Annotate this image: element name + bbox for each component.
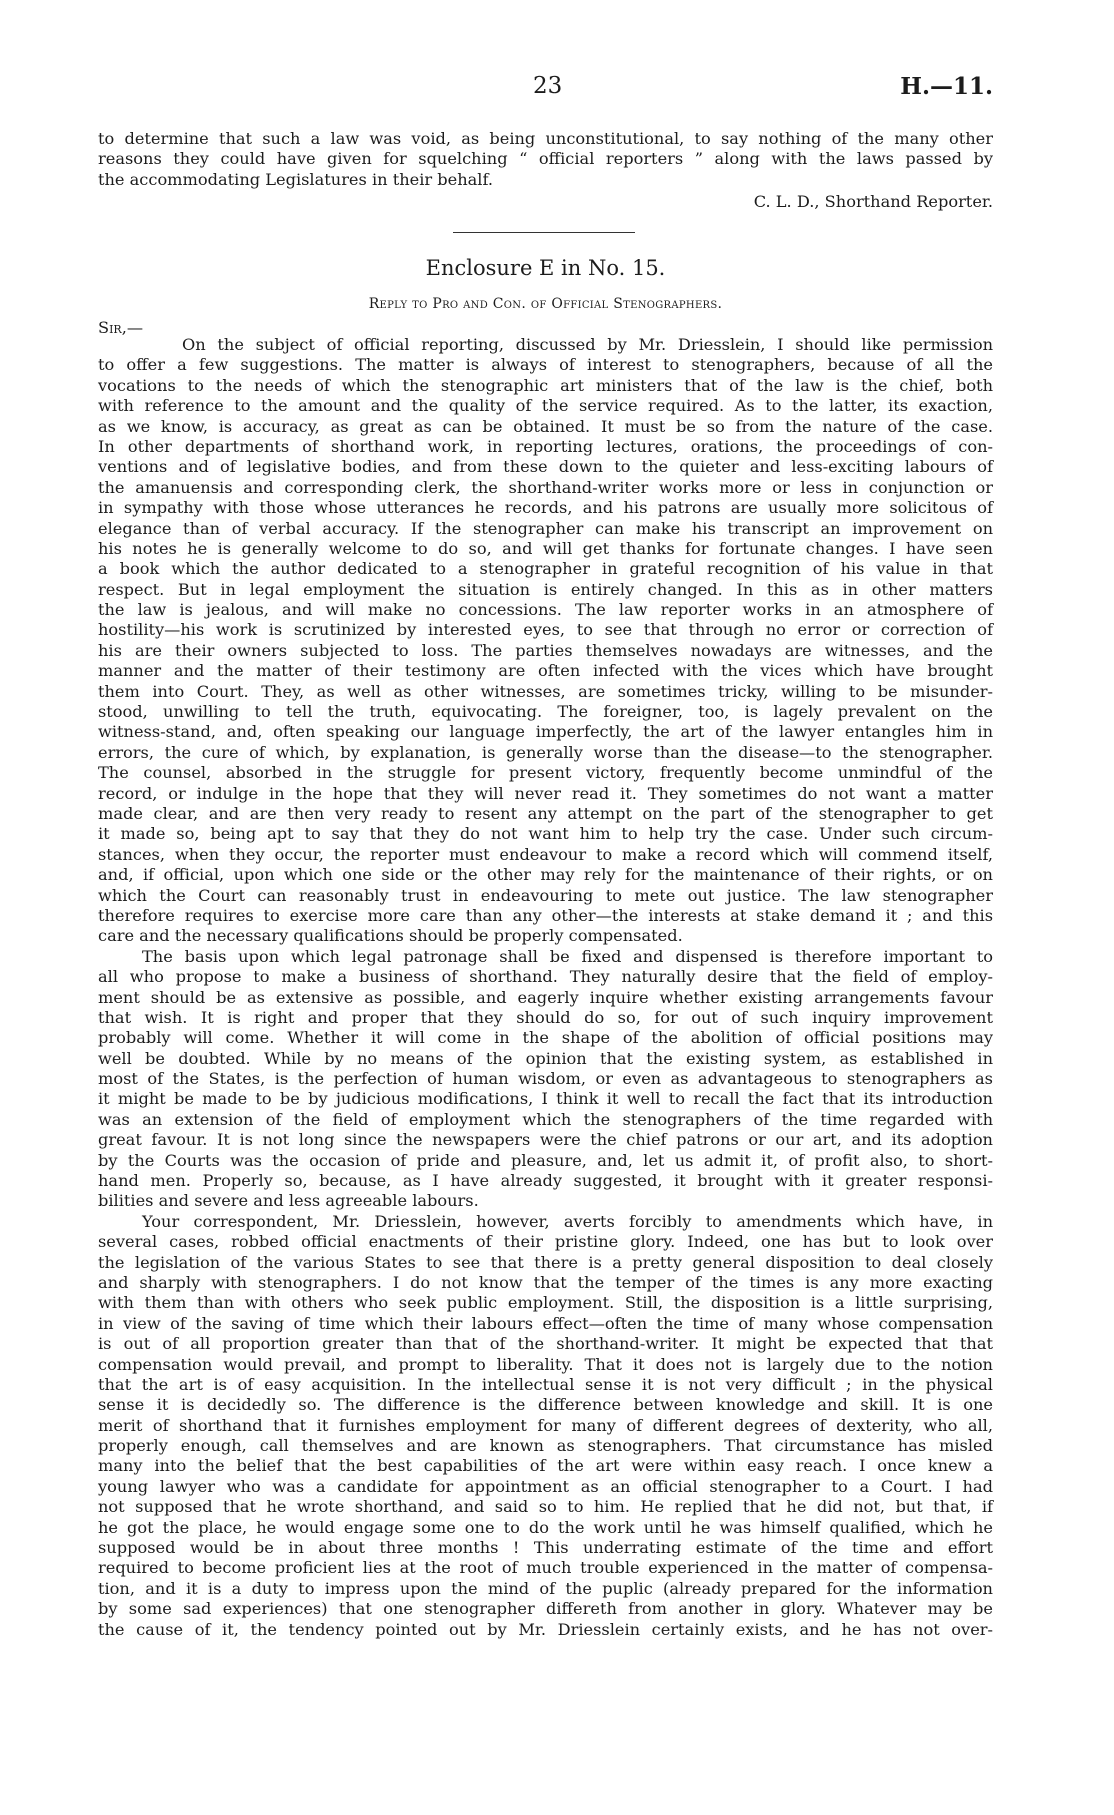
signature: C. L. D., Shorthand Reporter. bbox=[753, 192, 993, 211]
text-line: the accommodating Legislatures in their behalf. bbox=[98, 169, 494, 189]
section-divider bbox=[453, 232, 635, 233]
text-line: Your correspondent, Mr. Driesslein, however, averts forcibly to amendments which have, in bbox=[142, 1211, 993, 1231]
text-line: properly enough, call themselves and are known as stenographers. That circumstance has misled bbox=[98, 1436, 993, 1456]
text-line: ment should be as extensive as possible, and eagerly inquire whether existing arrangements favour bbox=[98, 987, 993, 1007]
text-line: as we know, is accuracy, as great as can be obtained. It must be so from the nature of the case. bbox=[98, 416, 993, 436]
text-line: in sympathy with those whose utterances he records, and his patrons are usually more solicitous of bbox=[98, 498, 993, 518]
paragraph bbox=[98, 1212, 993, 1640]
text-line: respect. But in legal employment the situation is entirely changed. In this as in other matters bbox=[98, 579, 993, 599]
text-line: and, if official, upon which one side or the other may rely for the maintenance of their rights, or on bbox=[98, 865, 993, 885]
text-line: his are their owners subjected to loss. The parties themselves nowadays are witnesses, and the bbox=[98, 640, 993, 660]
text-line: vocations to the needs of which the stenographic art ministers that of the law is the chief, both bbox=[98, 375, 993, 395]
text-line: to determine that such a law was void, as being unconstitutional, to say nothing of the many other bbox=[98, 129, 993, 148]
text-line: that the art is of easy acquisition. In the intellectual sense it is not very difficult ; in the physical bbox=[98, 1374, 993, 1394]
enclosure-title: Enclosure E in No. 15. bbox=[425, 256, 666, 280]
page-header bbox=[98, 73, 993, 103]
text-line: witness-stand, and, often speaking our language imperfectly, the art of the lawyer entangles him in bbox=[98, 722, 993, 742]
text-line: errors, the cure of which, by explanation, is generally worse than the disease—to the stenographer. bbox=[98, 742, 993, 762]
text-line: stood, unwilling to tell the truth, equivocating. The foreigner, too, is lagely prevalent on the bbox=[98, 702, 993, 722]
text-line: it might be made to be by judicious modifications, I think it well to recall the fact that its introduction bbox=[98, 1089, 993, 1109]
paragraph bbox=[98, 335, 993, 947]
letter-body bbox=[98, 335, 993, 1640]
text-line: it made so, being apt to say that they do not want him to help try the case. Under such circum- bbox=[98, 824, 993, 844]
salutation: Sir,— bbox=[98, 318, 144, 337]
text-line: care and the necessary qualifications should be properly compensated. bbox=[98, 926, 683, 946]
text-line: by some sad experiences) that one stenographer differeth from another in glory. Whatever may be bbox=[98, 1599, 993, 1619]
text-line: many into the belief that the best capabilities of the art were within easy reach. I once knew a bbox=[98, 1456, 993, 1476]
text-line: bilities and severe and less agreeable labours. bbox=[98, 1191, 479, 1211]
text-line: was an extension of the field of employment which the stenographers of the time regarded with bbox=[98, 1109, 993, 1129]
text-line: a book which the author dedicated to a stenographer in grateful recognition of his value in that bbox=[98, 559, 993, 579]
text-line: merit of shorthand that it furnishes employment for many of different degrees of dexterity, who all, bbox=[98, 1415, 993, 1435]
text-line: reasons they could have given for squelching “ official reporters ” along with the laws passed by bbox=[98, 149, 993, 169]
text-line: them into Court. They, as well as other witnesses, are sometimes tricky, willing to be misunder- bbox=[98, 681, 993, 701]
text-line: to offer a few suggestions. The matter is always of interest to stenographers, because of all the bbox=[98, 355, 993, 375]
continued-paragraph bbox=[98, 129, 993, 190]
text-line: record, or indulge in the hope that they will never read it. They sometimes do not want a matter bbox=[98, 783, 993, 803]
text-line: hostility—his work is scrutinized by interested eyes, to see that through no error or correction of bbox=[98, 620, 993, 640]
text-line: is out of all proportion greater than that of the shorthand-writer. It might be expected that that bbox=[98, 1334, 993, 1354]
paragraph bbox=[98, 947, 993, 1212]
text-line: required to become proficient lies at the root of much trouble experienced in the matter of compensa- bbox=[98, 1558, 993, 1578]
text-line: elegance than of verbal accuracy. If the stenographer can make his transcript an improvement on bbox=[98, 518, 993, 538]
text-line: with them than with others who seek public employment. Still, the disposition is a little surprising, bbox=[98, 1293, 993, 1313]
text-line: most of the States, is the perfection of human wisdom, or even as advantageous to stenographers as bbox=[98, 1069, 993, 1089]
text-line: all who propose to make a business of shorthand. They naturally desire that the field of employ- bbox=[98, 967, 993, 987]
page-number: 23 bbox=[533, 73, 563, 99]
text-line: supposed would be in about three months ! This underrating estimate of the time and effort bbox=[98, 1538, 993, 1558]
text-line: several cases, robbed official enactments of their pristine glory. Indeed, one has but to look over bbox=[98, 1232, 993, 1252]
text-line: young lawyer who was a candidate for appointment as an official stenographer to a Court. I had bbox=[98, 1476, 993, 1496]
text-line: the amanuensis and corresponding clerk, the shorthand-writer works more or less in conjunction or bbox=[98, 477, 993, 497]
text-line: hand men. Properly so, because, as I have already suggested, it brought with it greater responsi- bbox=[98, 1171, 993, 1191]
text-line: that wish. It is right and proper that they should do so, for out of such inquiry improvement bbox=[98, 1007, 993, 1027]
text-line: manner and the matter of their testimony are often infected with the vices which have brought bbox=[98, 661, 993, 681]
text-line: made clear, and are then very ready to resent any attempt on the part of the stenographer to get bbox=[98, 803, 993, 823]
text-line: sense it is decidedly so. The difference is the difference between knowledge and skill. It is one bbox=[98, 1395, 993, 1415]
paper-reference: H.—11. bbox=[900, 73, 993, 100]
text-line: the cause of it, the tendency pointed out by Mr. Driesslein certainly exists, and he has not over- bbox=[98, 1619, 993, 1639]
text-line: the law is jealous, and will make no concessions. The law reporter works in an atmosphere of bbox=[98, 600, 993, 620]
text-line: with reference to the amount and the quality of the service required. As to the latter, its exaction, bbox=[98, 396, 993, 416]
text-line: The basis upon which legal patronage shall be fixed and dispensed is therefore important to bbox=[142, 946, 993, 966]
text-line: In other departments of shorthand work, in reporting lectures, orations, the proceedings of con- bbox=[98, 436, 993, 456]
text-line: great favour. It is not long since the newspapers were the chief patrons or our art, and its adoption bbox=[98, 1130, 993, 1150]
text-line: in view of the saving of time which their labours effect—often the time of many whose compensation bbox=[98, 1313, 993, 1333]
text-line: well be doubted. While by no means of the opinion that the existing system, as established in bbox=[98, 1048, 993, 1068]
text-line: he got the place, he would engage some one to do the work until he was himself qualified, which he bbox=[98, 1517, 993, 1537]
text-line: stances, when they occur, the reporter must endeavour to make a record which will commend itself, bbox=[98, 844, 993, 864]
text-line: not supposed that he wrote shorthand, and said so to him. He replied that he did not, but that, if bbox=[98, 1497, 993, 1517]
text-line: therefore requires to exercise more care than any other—the interests at stake demand it ; and this bbox=[98, 905, 993, 925]
text-line: compensation would prevail, and prompt to liberality. That it does not is largely due to the notion bbox=[98, 1354, 993, 1374]
text-line: On the subject of official reporting, discussed by Mr. Driesslein, I should like permission bbox=[182, 335, 993, 354]
text-line: The counsel, absorbed in the struggle for present victory, frequently become unmindful of the bbox=[98, 763, 993, 783]
enclosure-subtitle: Reply to Pro and Con. of Official Stenographers. bbox=[368, 296, 723, 312]
text-line: the legislation of the various States to see that there is a pretty general disposition to deal closely bbox=[98, 1252, 993, 1272]
text-line: and sharply with stenographers. I do not know that the temper of the times is any more exacting bbox=[98, 1272, 993, 1292]
text-line: by the Courts was the occasion of pride and pleasure, and, let us admit it, of profit also, to short- bbox=[98, 1150, 993, 1170]
text-line: tion, and it is a duty to impress upon the mind of the puplic (already prepared for the information bbox=[98, 1578, 993, 1598]
text-line: his notes he is generally welcome to do so, and will get thanks for fortunate changes. I have seen bbox=[98, 538, 993, 558]
text-line: which the Court can reasonably trust in endeavouring to mete out justice. The law stenographer bbox=[98, 885, 993, 905]
text-line: ventions and of legislative bodies, and from these down to the quieter and less-exciting labours of bbox=[98, 457, 993, 477]
text-line: probably will come. Whether it will come in the shape of the abolition of official positions may bbox=[98, 1028, 993, 1048]
